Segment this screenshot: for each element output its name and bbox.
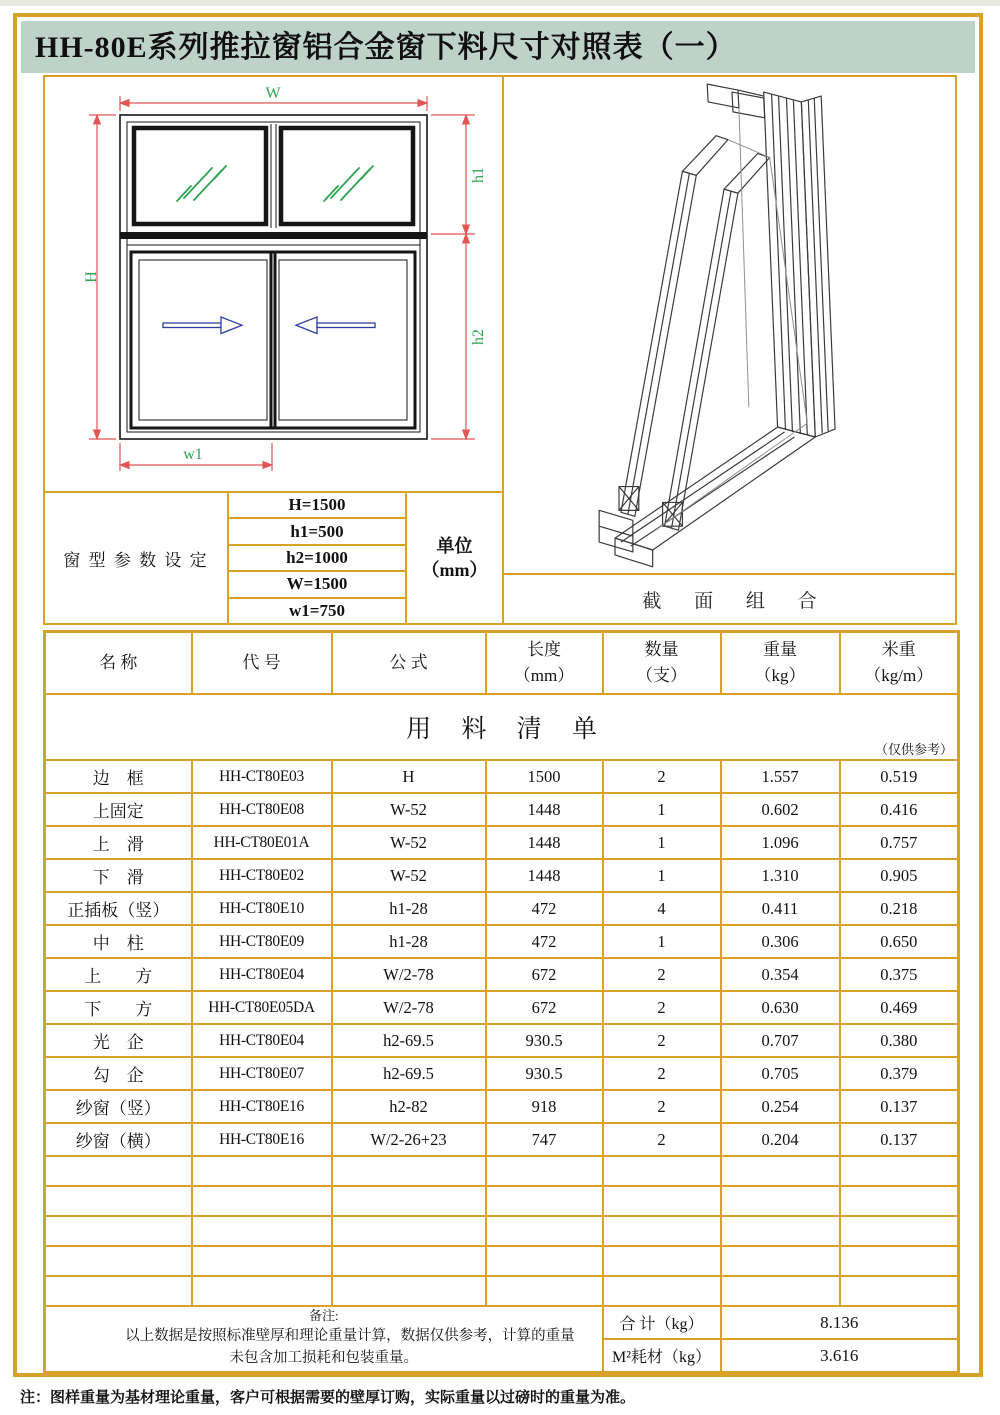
table-row bbox=[45, 1024, 959, 1057]
reference-note: （仅供参考） bbox=[874, 742, 953, 757]
summary-section bbox=[45, 1306, 959, 1373]
cell: 0.705 bbox=[721, 1057, 840, 1090]
param-w1: w1=750 bbox=[289, 600, 345, 620]
table-row bbox=[45, 892, 959, 925]
empty-cell bbox=[486, 1156, 603, 1186]
cell: 0.630 bbox=[721, 991, 840, 1024]
empty-cell bbox=[45, 1276, 192, 1306]
cell: 0.306 bbox=[721, 925, 840, 958]
cell: 0.375 bbox=[840, 958, 959, 991]
cell: 纱窗（横） bbox=[45, 1123, 192, 1156]
cell: 672 bbox=[486, 991, 603, 1024]
param-H: H=1500 bbox=[229, 493, 405, 519]
col-header-kg-per-m: 米重 （kg/m） bbox=[840, 632, 959, 695]
col-header-weight: 重量 （kg） bbox=[721, 632, 840, 695]
section-label: 截 面 组 合 bbox=[504, 573, 955, 623]
cell: 0.204 bbox=[721, 1123, 840, 1156]
cell: W/2-78 bbox=[332, 991, 486, 1024]
empty-cell bbox=[45, 1186, 192, 1216]
cell: 1.310 bbox=[721, 859, 840, 892]
materials-title: 用 料 清 单 bbox=[406, 716, 609, 743]
empty-cell bbox=[840, 1186, 959, 1216]
cell: 0.137 bbox=[840, 1123, 959, 1156]
materials-list bbox=[43, 630, 957, 1374]
empty-cell bbox=[486, 1246, 603, 1276]
cell: 0.416 bbox=[840, 793, 959, 826]
cell: 0.379 bbox=[840, 1057, 959, 1090]
cell: HH-CT80E09 bbox=[192, 925, 332, 958]
empty-cell bbox=[332, 1156, 486, 1186]
empty-row bbox=[45, 1216, 959, 1246]
empty-cell bbox=[840, 1156, 959, 1186]
cell: HH-CT80E04 bbox=[192, 1024, 332, 1057]
empty-cell bbox=[721, 1156, 840, 1186]
cell: 上 滑 bbox=[45, 826, 192, 859]
dim-label-h2: h2 bbox=[470, 329, 487, 345]
cell: 2 bbox=[603, 1123, 721, 1156]
cell: 747 bbox=[486, 1123, 603, 1156]
dim-label-w: W bbox=[265, 85, 281, 102]
cell: 472 bbox=[486, 925, 603, 958]
cell: 0.905 bbox=[840, 859, 959, 892]
cell: 下 滑 bbox=[45, 859, 192, 892]
cell: 上 方 bbox=[45, 958, 192, 991]
empty-cell bbox=[192, 1186, 332, 1216]
empty-row bbox=[45, 1186, 959, 1216]
cell: 1 bbox=[603, 826, 721, 859]
section-drawing-wrap bbox=[504, 77, 955, 573]
blank-rows bbox=[45, 1156, 959, 1306]
total-value: 8.136 bbox=[721, 1306, 959, 1339]
cell: 1500 bbox=[486, 760, 603, 793]
cell: 勾 企 bbox=[45, 1057, 192, 1090]
footer-note: 注：图样重量为基材理论重量，客户可根据需要的壁厚订购，实际重量以过磅时的重量为准。 bbox=[20, 1390, 636, 1406]
header-row bbox=[45, 632, 959, 695]
cell: W-52 bbox=[332, 793, 486, 826]
empty-cell bbox=[840, 1216, 959, 1246]
table-row bbox=[45, 760, 959, 793]
table-row bbox=[45, 925, 959, 958]
params-label: 窗 型 参 数 设 定 bbox=[45, 493, 229, 623]
empty-cell bbox=[603, 1216, 721, 1246]
param-h2: h2=1000 bbox=[229, 546, 405, 572]
cell: 1.557 bbox=[721, 760, 840, 793]
cell: 边 框 bbox=[45, 760, 192, 793]
empty-cell bbox=[486, 1276, 603, 1306]
cell: HH-CT80E08 bbox=[192, 793, 332, 826]
cell: 0.602 bbox=[721, 793, 840, 826]
empty-cell bbox=[603, 1186, 721, 1216]
col-header-formula: 公 式 bbox=[332, 632, 486, 695]
cell: HH-CT80E16 bbox=[192, 1090, 332, 1123]
empty-row bbox=[45, 1246, 959, 1276]
cell: 2 bbox=[603, 1090, 721, 1123]
cell: h1-28 bbox=[332, 925, 486, 958]
params-values bbox=[229, 493, 407, 623]
slide-direction-arrows bbox=[163, 317, 375, 334]
empty-cell bbox=[721, 1246, 840, 1276]
param-h1: h1=500 bbox=[229, 519, 405, 545]
cell: 2 bbox=[603, 760, 721, 793]
empty-cell bbox=[721, 1216, 840, 1246]
cell: 4 bbox=[603, 892, 721, 925]
cell: HH-CT80E04 bbox=[192, 958, 332, 991]
cell: 930.5 bbox=[486, 1057, 603, 1090]
table-row bbox=[45, 1123, 959, 1156]
cell: 纱窗（竖） bbox=[45, 1090, 192, 1123]
cell: 472 bbox=[486, 892, 603, 925]
dim-label-w1: w1 bbox=[183, 446, 203, 463]
col-header-length: 长度 （mm） bbox=[486, 632, 603, 695]
empty-cell bbox=[603, 1156, 721, 1186]
cell: HH-CT80E07 bbox=[192, 1057, 332, 1090]
empty-cell bbox=[721, 1276, 840, 1306]
empty-cell bbox=[332, 1216, 486, 1246]
cell: 正插板（竖） bbox=[45, 892, 192, 925]
window-frame bbox=[120, 115, 427, 439]
per-sqm-label: M²耗材（kg） bbox=[603, 1339, 721, 1373]
fixed-glass-right bbox=[281, 128, 413, 224]
cell: W/2-78 bbox=[332, 958, 486, 991]
cell: 0.411 bbox=[721, 892, 840, 925]
cell: 0.757 bbox=[840, 826, 959, 859]
cell: HH-CT80E03 bbox=[192, 760, 332, 793]
empty-cell bbox=[45, 1246, 192, 1276]
cell: 0.650 bbox=[840, 925, 959, 958]
table-row bbox=[45, 1057, 959, 1090]
empty-cell bbox=[840, 1246, 959, 1276]
materials-table bbox=[43, 630, 960, 1374]
cell: HH-CT80E05DA bbox=[192, 991, 332, 1024]
unit-cell: 单位 （mm） bbox=[421, 535, 488, 580]
empty-cell bbox=[192, 1246, 332, 1276]
cell: 1 bbox=[603, 925, 721, 958]
cell: HH-CT80E10 bbox=[192, 892, 332, 925]
empty-row bbox=[45, 1156, 959, 1186]
empty-cell bbox=[486, 1186, 603, 1216]
window-parameters-table bbox=[45, 491, 502, 623]
cell: 0.354 bbox=[721, 958, 840, 991]
cell: 下 方 bbox=[45, 991, 192, 1024]
empty-cell bbox=[45, 1216, 192, 1246]
col-header-code: 代 号 bbox=[192, 632, 332, 695]
cell: 930.5 bbox=[486, 1024, 603, 1057]
cell: W/2-26+23 bbox=[332, 1123, 486, 1156]
materials-rows bbox=[45, 760, 959, 1156]
cell: W-52 bbox=[332, 826, 486, 859]
empty-row bbox=[45, 1276, 959, 1306]
page-title: HH-80E系列推拉窗铝合金窗下料尺寸对照表（一） bbox=[21, 21, 975, 73]
sliding-sash-left bbox=[131, 252, 275, 428]
cell: 0.469 bbox=[840, 991, 959, 1024]
table-row bbox=[45, 1090, 959, 1123]
fixed-glass-left bbox=[134, 128, 266, 224]
window-elevation-diagram bbox=[45, 77, 500, 493]
empty-cell bbox=[486, 1216, 603, 1246]
empty-cell bbox=[840, 1276, 959, 1306]
empty-cell bbox=[192, 1276, 332, 1306]
cell: h2-69.5 bbox=[332, 1057, 486, 1090]
cell: HH-CT80E16 bbox=[192, 1123, 332, 1156]
cell: 上固定 bbox=[45, 793, 192, 826]
cell: h2-82 bbox=[332, 1090, 486, 1123]
glass-hatch-marks bbox=[177, 166, 373, 201]
cell: 0.137 bbox=[840, 1090, 959, 1123]
empty-cell bbox=[332, 1276, 486, 1306]
cell: h1-28 bbox=[332, 892, 486, 925]
remarks-cell: 备注: 以上数据是按照标准壁厚和理论重量计算，数据仅供参考，计算的重量 未包含加工损耗和包装重量。 bbox=[45, 1306, 603, 1373]
cell: 0.380 bbox=[840, 1024, 959, 1057]
profile-section-drawing bbox=[504, 77, 955, 573]
materials-title-cell bbox=[45, 694, 959, 760]
empty-cell bbox=[603, 1276, 721, 1306]
cell: 1448 bbox=[486, 859, 603, 892]
cell: 2 bbox=[603, 958, 721, 991]
cell: 1448 bbox=[486, 826, 603, 859]
cell: 光 企 bbox=[45, 1024, 192, 1057]
cell: 2 bbox=[603, 1024, 721, 1057]
empty-cell bbox=[192, 1216, 332, 1246]
top-section bbox=[43, 75, 957, 625]
col-header-name: 名 称 bbox=[45, 632, 192, 695]
empty-cell bbox=[45, 1156, 192, 1186]
table-row bbox=[45, 826, 959, 859]
empty-cell bbox=[332, 1186, 486, 1216]
cell: h2-69.5 bbox=[332, 1024, 486, 1057]
cell: 0.218 bbox=[840, 892, 959, 925]
per-sqm-value: 3.616 bbox=[721, 1339, 959, 1373]
cell: 1448 bbox=[486, 793, 603, 826]
cell: 2 bbox=[603, 1057, 721, 1090]
cell: HH-CT80E01A bbox=[192, 826, 332, 859]
cell: 918 bbox=[486, 1090, 603, 1123]
empty-cell bbox=[192, 1156, 332, 1186]
col-header-qty: 数量 （支） bbox=[603, 632, 721, 695]
cell: W-52 bbox=[332, 859, 486, 892]
cell: 1.096 bbox=[721, 826, 840, 859]
cell: 0.707 bbox=[721, 1024, 840, 1057]
total-label: 合 计（kg） bbox=[603, 1306, 721, 1339]
cell: 1 bbox=[603, 859, 721, 892]
table-row bbox=[45, 958, 959, 991]
empty-cell bbox=[721, 1186, 840, 1216]
param-W: W=1500 bbox=[229, 572, 405, 598]
dim-label-h: H bbox=[83, 271, 100, 283]
cell: 0.519 bbox=[840, 760, 959, 793]
table-row bbox=[45, 793, 959, 826]
empty-cell bbox=[332, 1246, 486, 1276]
cell: 2 bbox=[603, 991, 721, 1024]
dim-label-h1: h1 bbox=[470, 167, 487, 183]
cell: 中 柱 bbox=[45, 925, 192, 958]
cell: 0.254 bbox=[721, 1090, 840, 1123]
empty-cell bbox=[603, 1246, 721, 1276]
transom-bar bbox=[120, 232, 427, 239]
cell: H bbox=[332, 760, 486, 793]
cell: 1 bbox=[603, 793, 721, 826]
cell: HH-CT80E02 bbox=[192, 859, 332, 892]
window-diagram-panel bbox=[45, 77, 504, 623]
sliding-sash-right bbox=[271, 252, 415, 428]
table-row bbox=[45, 859, 959, 892]
cell: 672 bbox=[486, 958, 603, 991]
table-row bbox=[45, 991, 959, 1024]
section-drawing-panel bbox=[504, 77, 955, 623]
